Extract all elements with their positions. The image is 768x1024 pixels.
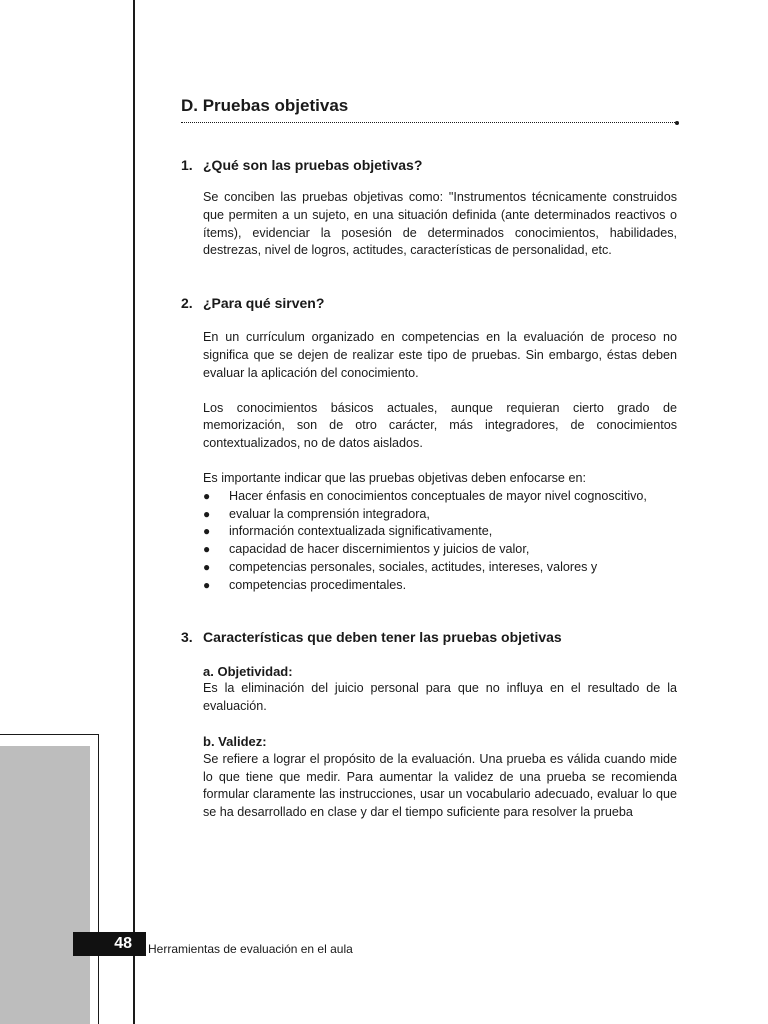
- question-1-paragraph: Se conciben las pruebas objetivas como: "Instrumentos técnicamente construidos que permiten a un sujeto, en una situación definida (ante determinados reactivos o ítems), evidenciar la posesión de determinados conocimientos, habilidades, destrezas, nivel de logros, actitudes, características de personalidad, etc.: [203, 190, 677, 258]
- question-1-body: [203, 189, 677, 260]
- subsection-objetividad-title: a. Objetividad:: [203, 663, 293, 679]
- question-1-title: ¿Qué son las pruebas objetivas?: [203, 157, 423, 173]
- question-2-paragraph-3: Es importante indicar que las pruebas objetivas deben enfocarse en:: [203, 470, 586, 485]
- section-title: D. Pruebas objetivas: [181, 96, 677, 123]
- question-1-heading: [181, 157, 677, 173]
- list-item: ● Hacer énfasis en conocimientos conceptuales de mayor nivel cognoscitivo,: [203, 488, 677, 506]
- question-3-title: Características que deben tener las pruebas objetivas: [203, 628, 562, 645]
- subsection-validez-text: Se refiere a lograr el propósito de la evaluación. Una prueba es válida cuando mide lo que tiene que medir. Para aumentar la validez de una prueba se recomienda formular claramente las instrucciones, usar un vocabulario adecuado, evaluar lo que se ha desarrollado en clase y dar el tiempo suficiente para resolver la prueba: [203, 751, 677, 820]
- question-2-paragraph-1: En un currículum organizado en competencias en la evaluación de proceso no significa que se dejen de realizar este tipo de pruebas. Sin embargo, éstas deben evaluar la aplicación del conocimiento.: [203, 330, 677, 380]
- list-item: ● evaluar la comprensión integradora,: [203, 506, 677, 524]
- list-item: ● competencias personales, sociales, actitudes, intereses, valores y: [203, 559, 677, 577]
- question-2-body: [203, 329, 677, 594]
- bullet-icon: ●: [203, 559, 211, 574]
- bullet-icon: ●: [203, 488, 211, 503]
- question-1-number: 1.: [181, 157, 193, 173]
- list-item: ● capacidad de hacer discernimientos y juicios de valor,: [203, 541, 677, 559]
- question-3-body: [203, 663, 677, 822]
- question-3-number: 3.: [181, 628, 193, 645]
- list-item: ● información contextualizada significativamente,: [203, 523, 677, 541]
- question-2: [181, 295, 677, 594]
- question-3-heading: [181, 629, 677, 645]
- question-1: [181, 157, 677, 260]
- focus-list: [203, 488, 677, 595]
- page-content: [181, 96, 677, 822]
- subsection-objetividad-text: Es la eliminación del juicio personal para que no influya en el resultado de la evaluación.: [203, 681, 677, 714]
- bullet-icon: ●: [203, 524, 211, 539]
- list-item: ● competencias procedimentales.: [203, 577, 677, 595]
- question-3: [181, 629, 677, 822]
- question-2-number: 2.: [181, 295, 193, 312]
- question-2-title: ¿Para qué sirven?: [203, 295, 325, 312]
- question-2-paragraph-2: Los conocimientos básicos actuales, aunque requieran cierto grado de memorización, son de otro carácter, más integradores, de conocimientos contextualizados, no de datos aislados.: [203, 400, 677, 451]
- subsection-validez-title: b. Validez:: [203, 733, 267, 749]
- bullet-icon: ●: [203, 577, 211, 592]
- footer-title: Herramientas de evaluación en el aula: [148, 942, 353, 956]
- side-gray-block: [0, 746, 90, 1024]
- bullet-icon: ●: [203, 506, 211, 521]
- bullet-icon: ●: [203, 542, 211, 557]
- page-number: 48: [73, 932, 146, 956]
- question-2-heading: [181, 295, 677, 311]
- margin-rule: [133, 0, 135, 1024]
